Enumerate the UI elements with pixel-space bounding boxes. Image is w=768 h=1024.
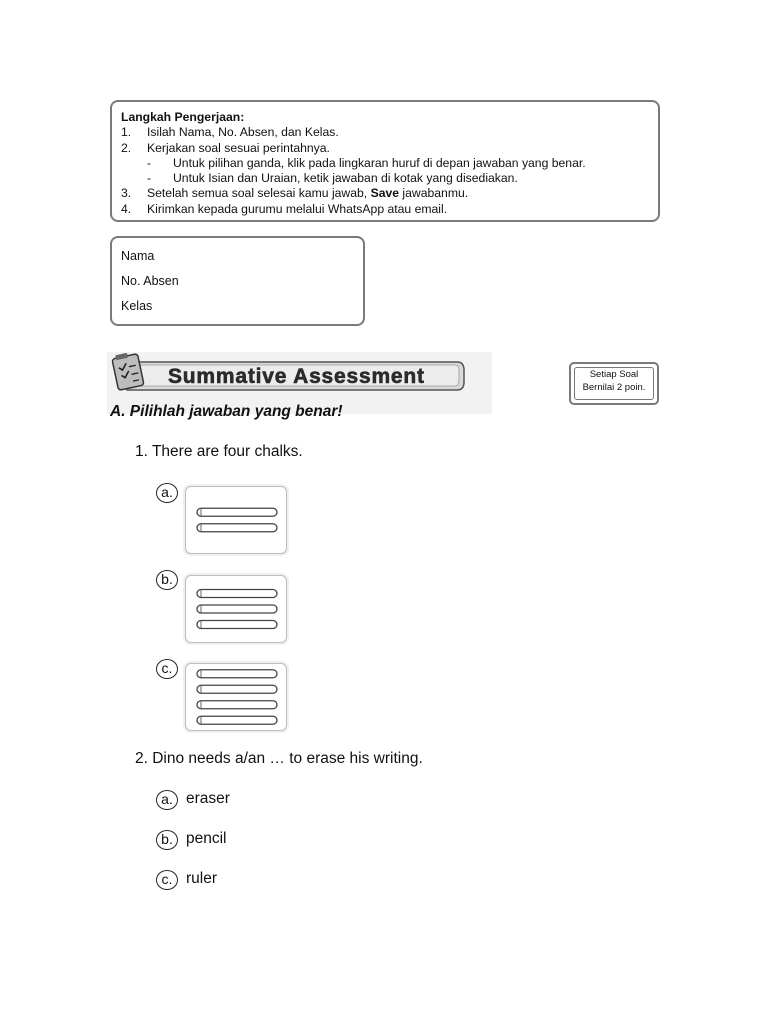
name-field-label: Nama bbox=[121, 249, 155, 263]
instructions-title: Langkah Pengerjaan: bbox=[121, 110, 245, 124]
banner-title: Summative Assessment bbox=[168, 365, 425, 388]
chalk-stick bbox=[197, 670, 277, 678]
q1-option-b-image[interactable] bbox=[185, 575, 287, 643]
chalk-stick bbox=[197, 701, 277, 709]
q1-option-b-circle[interactable]: b. bbox=[156, 570, 178, 590]
instruction-substep: - Untuk Isian dan Uraian, ketik jawaban di kotak yang disediakan. bbox=[147, 171, 518, 186]
q1-option-a-image[interactable] bbox=[185, 486, 287, 554]
chalk-stick bbox=[197, 605, 277, 613]
q2-option-c-circle[interactable]: c. bbox=[156, 870, 178, 890]
q2-option-b-text[interactable]: pencil bbox=[186, 830, 227, 847]
chalk-stick bbox=[197, 590, 277, 598]
chalk-image bbox=[186, 664, 286, 730]
score-note-line1: Setiap Soal bbox=[589, 369, 639, 380]
chalk-stick bbox=[197, 524, 277, 532]
q2-option-a-text[interactable]: eraser bbox=[186, 790, 230, 807]
q2-option-c-text[interactable]: ruler bbox=[186, 870, 218, 887]
q2-option-a-circle[interactable]: a. bbox=[156, 790, 178, 810]
chalk-image bbox=[186, 576, 286, 642]
chalk-stick bbox=[197, 685, 277, 693]
instruction-step: 2. Kerjakan soal sesuai perintahnya. bbox=[121, 140, 330, 155]
instruction-substep: - Untuk pilihan ganda, klik pada lingkaran huruf di depan jawaban yang benar. bbox=[147, 155, 586, 170]
instruction-step: 3. Setelah semua soal selesai kamu jawab, Save jawabanmu. bbox=[121, 186, 469, 201]
question-1-text: 1. There are four chalks. bbox=[135, 443, 303, 460]
section-a-title: A. Pilihlah jawaban yang benar! bbox=[110, 403, 343, 420]
kelas-field-label: Kelas bbox=[121, 299, 153, 313]
instruction-step: 1. Isilah Nama, No. Absen, dan Kelas. bbox=[121, 125, 339, 140]
chalk-stick bbox=[197, 621, 277, 629]
q2-option-b-circle[interactable]: b. bbox=[156, 830, 178, 850]
instructions-box bbox=[110, 100, 660, 222]
chalk-stick bbox=[197, 508, 277, 516]
q1-option-c-image[interactable] bbox=[185, 663, 287, 731]
q1-option-c-circle[interactable]: c. bbox=[156, 659, 178, 679]
absen-field-label: No. Absen bbox=[121, 274, 179, 288]
score-note-line2: Bernilai 2 poin. bbox=[582, 381, 646, 393]
score-note bbox=[569, 362, 659, 405]
chalk-stick bbox=[197, 716, 277, 724]
q1-option-a-circle[interactable]: a. bbox=[156, 483, 178, 503]
instruction-step: 4. Kirimkan kepada gurumu melalui WhatsApp atau email. bbox=[121, 201, 448, 216]
chalk-image bbox=[186, 487, 286, 553]
identity-box[interactable] bbox=[110, 236, 365, 326]
question-2-text: 2. Dino needs a/an … to erase his writing. bbox=[135, 750, 423, 767]
